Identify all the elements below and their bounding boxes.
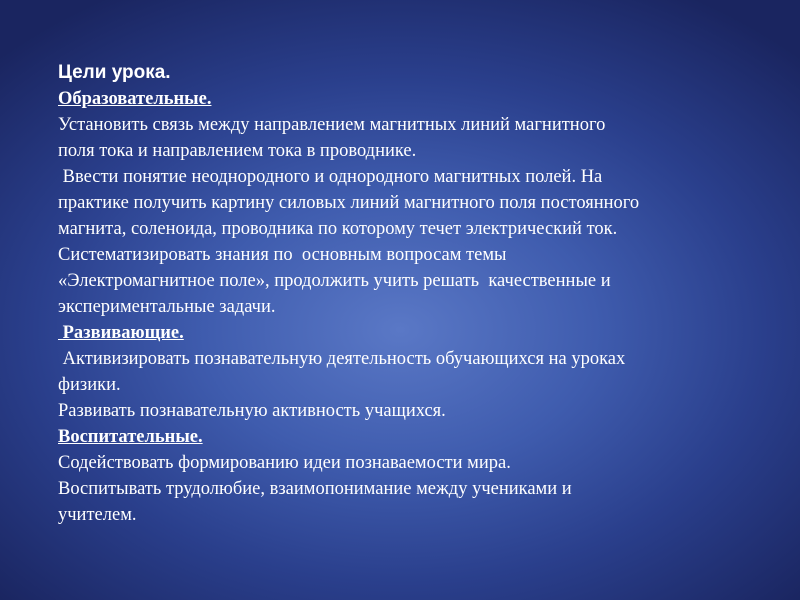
text-line: физики. bbox=[58, 375, 121, 395]
text-line: поля тока и направлением тока в проводнике. bbox=[58, 141, 417, 161]
text-line: Активизировать познавательную деятельность обучающихся на уроках bbox=[58, 349, 626, 369]
text-line: экспериментальные задачи. bbox=[58, 297, 276, 317]
text-line: Систематизировать знания по основным вопросам темы bbox=[58, 245, 507, 265]
text-line: практике получить картину силовых линий магнитного поля постоянного bbox=[58, 193, 640, 213]
text-line: Ввести понятие неоднородного и однородного магнитных полей. На bbox=[58, 167, 603, 187]
section-heading-developmental: Развивающие. bbox=[58, 323, 184, 343]
slide-content bbox=[58, 60, 778, 528]
section-educational bbox=[58, 86, 778, 320]
section-upbringing bbox=[58, 424, 778, 528]
text-line: магнита, соленоида, проводника по которому течет электрический ток. bbox=[58, 219, 618, 239]
text-line: учителем. bbox=[58, 505, 137, 525]
text-line: Содействовать формированию идеи познаваемости мира. bbox=[58, 453, 511, 473]
slide-title: Цели урока. bbox=[58, 62, 171, 83]
text-line: Воспитывать трудолюбие, взаимопонимание между учениками и bbox=[58, 479, 572, 499]
section-heading-educational: Образовательные. bbox=[58, 89, 212, 109]
section-developmental bbox=[58, 320, 778, 424]
text-line: Развивать познавательную активность учащихся. bbox=[58, 401, 446, 421]
text-line: Установить связь между направлением магнитных линий магнитного bbox=[58, 115, 606, 135]
text-line: «Электромагнитное поле», продолжить учить решать качественные и bbox=[58, 271, 611, 291]
section-heading-upbringing: Воспитательные. bbox=[58, 427, 203, 447]
